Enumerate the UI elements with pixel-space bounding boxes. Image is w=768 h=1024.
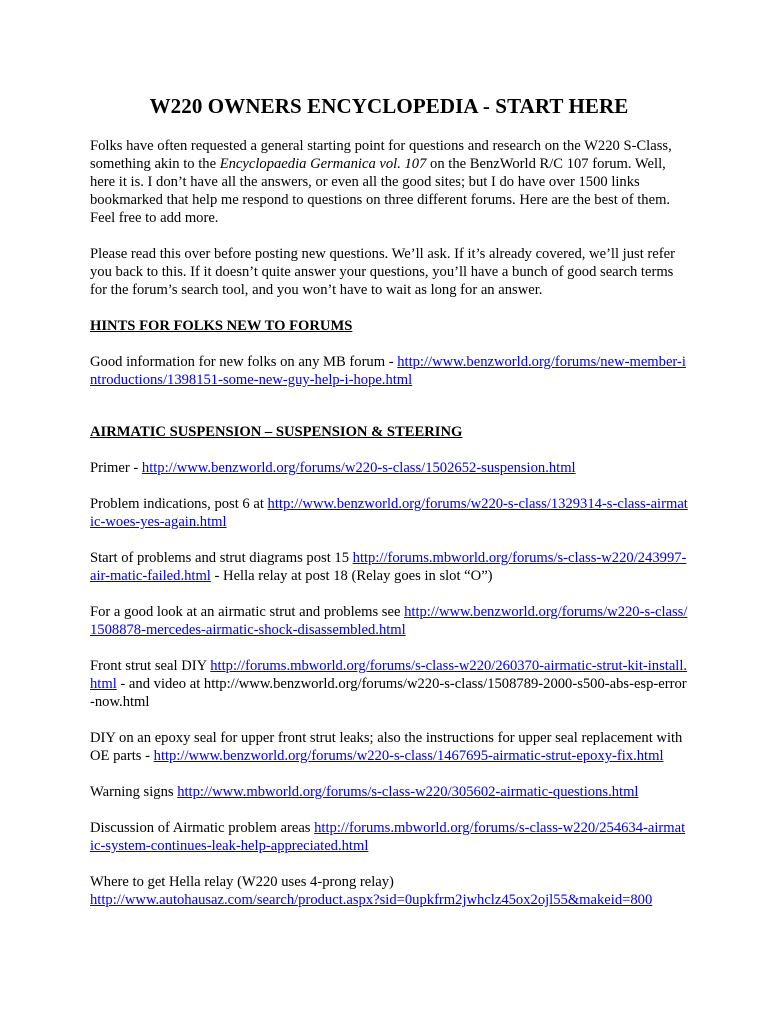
item-link[interactable]: http://www.autohausaz.com/search/product.aspx?sid=0upkfrm2jwhclz45ox2ojl55&makeid=800 [90,892,653,908]
item-link[interactable]: http://www.benzworld.org/forums/w220-s-class/1329314-s-class-airmatic-woes-yes-again.html [90,496,688,530]
airmatic-item-hella-relay [90,873,688,909]
intro-italic-title: Encyclopaedia Germanica vol. 107 [219,156,427,172]
intro-text-start: Folks have often requested a general starting point for questions and research on the W220 S-Class, something akin to the [90,138,672,172]
airmatic-item-primer [90,459,688,477]
item-link[interactable]: http://www.benzworld.org/forums/w220-s-class/1508878-mercedes-airmatic-shock-disassembled.html [90,604,688,638]
section-heading-hints: HINTS FOR FOLKS NEW TO FORUMS [90,318,353,334]
item-link[interactable]: http://forums.mbworld.org/forums/s-class-w220/254634-airmatic-system-continues-leak-help-appreciated.html [90,820,686,854]
airmatic-item-strut-look [90,603,688,639]
item-text: Front strut seal DIY [90,658,211,674]
hints-item-text: Good information for new folks on any MB forum - [90,354,398,370]
item-text: Warning signs [90,784,178,800]
hints-item-link[interactable]: http://www.benzworld.org/forums/new-member-introductions/1398151-some-new-guy-help-i-hope.html [90,354,686,388]
airmatic-item-problem-indications [90,495,688,531]
item-text: For a good look at an airmatic strut and problems see [90,604,405,620]
item-link[interactable]: http://www.benzworld.org/forums/w220-s-class/1467695-airmatic-strut-epoxy-fix.html [153,748,664,764]
item-link[interactable]: http://forums.mbworld.org/forums/s-class-w220/243997-air-matic-failed.html [90,550,687,584]
item-link[interactable]: http://www.benzworld.org/forums/w220-s-class/1502652-suspension.html [141,460,576,476]
please-read-paragraph: Please read this over before posting new questions. We’ll ask. If it’s already covered, we’ll just refer you back to this. If it doesn’t quite answer your questions, you’ll have a bunch of good search terms for the forum’s search tool, and you won’t have to wait as long for an answer. [90,246,675,298]
airmatic-item-strut-diagrams [90,549,688,585]
airmatic-item-problem-areas [90,819,688,855]
airmatic-item-warning-signs [90,783,688,801]
intro-paragraph [90,137,688,227]
item-text: Discussion of Airmatic problem areas [90,820,315,836]
item-link[interactable]: http://www.mbworld.org/forums/s-class-w220/305602-airmatic-questions.html [177,784,639,800]
airmatic-item-front-strut-diy [90,657,688,711]
intro-text-end: on the BenzWorld R/C 107 forum. Well, here it is. I don’t have all the answers, or even all the good sites; but I do have over 1500 links bookmarked that help me respond to questions on three different forums. Here are the best of them. Feel free to add more. [90,156,671,226]
document-title: W220 OWNERS ENCYCLOPEDIA - START HERE [149,94,629,118]
item-after-text: - and video at http://www.benzworld.org/forums/w220-s-class/1508789-2000-s500-abs-esp-error-now.html [90,676,687,710]
airmatic-item-epoxy-seal [90,729,688,765]
item-text: Primer - [90,460,142,476]
item-text: Where to get Hella relay (W220 uses 4-prong relay) [90,874,394,890]
item-text: Problem indications, post 6 at [90,496,268,512]
hints-item [90,353,688,389]
item-text: DIY on an epoxy seal for upper front strut leaks; also the instructions for upper seal replacement with OE parts - [90,730,683,764]
item-after-text: - Hella relay at post 18 (Relay goes in slot “O”) [210,568,493,584]
item-text: Start of problems and strut diagrams post 15 [90,550,353,566]
section-heading-airmatic: AIRMATIC SUSPENSION – SUSPENSION & STEERING [90,424,463,440]
item-link[interactable]: http://forums.mbworld.org/forums/s-class-w220/260370-airmatic-strut-kit-install.html [90,658,688,692]
